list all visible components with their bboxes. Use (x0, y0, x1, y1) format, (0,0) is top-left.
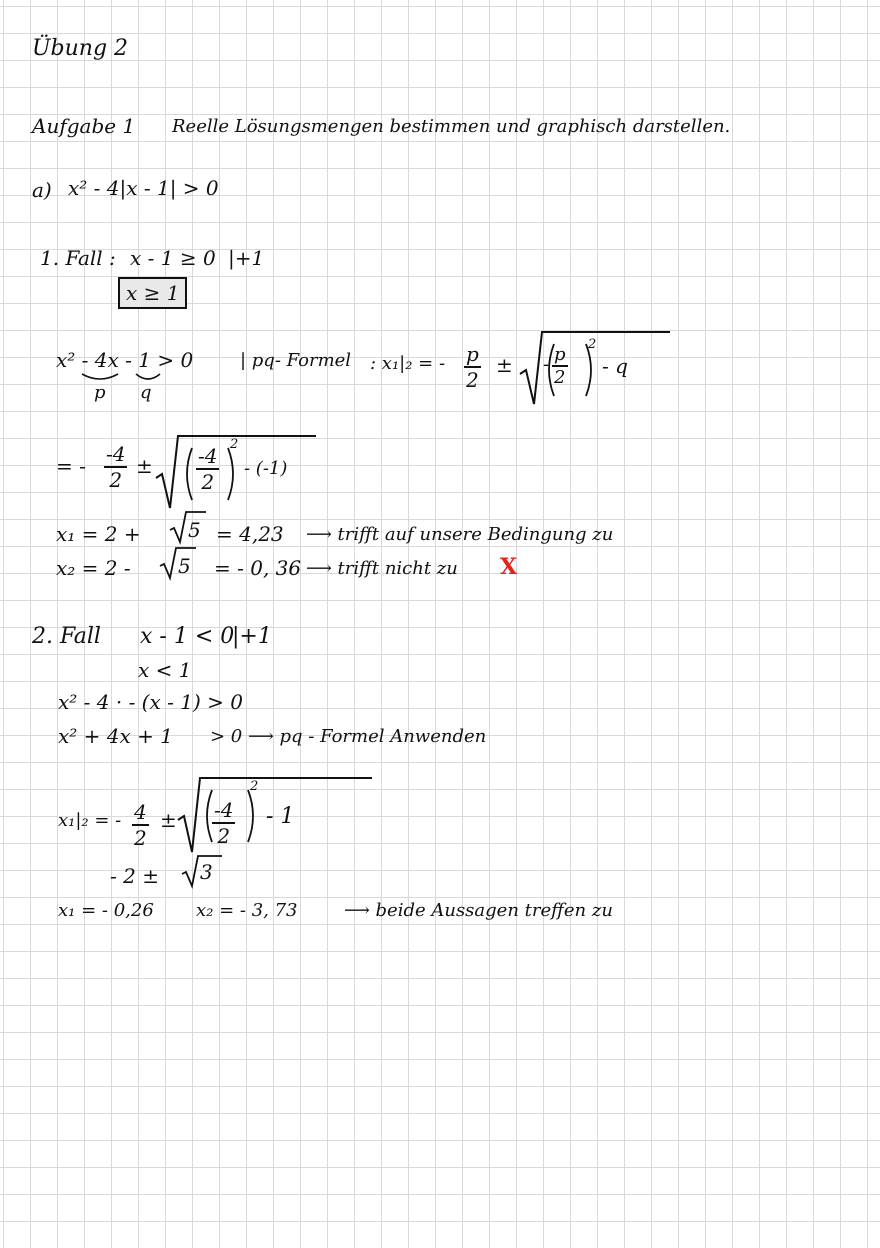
sqrt5-value-1: 5 (188, 518, 201, 542)
case2-x2: x₂ = - 3, 73 (196, 900, 298, 921)
sqrt3-value: 3 (200, 860, 213, 884)
step-lhs: = - (56, 454, 86, 478)
under-p-label: p (94, 382, 106, 403)
step-plus-minus: ± (136, 454, 153, 478)
case2-heading: 2. Fall (32, 624, 101, 649)
step-square-exponent: 2 (230, 437, 239, 452)
inner-fraction-p-over-2: $\frac{p}{2}$ (554, 344, 566, 388)
case2-line1: x² - 4 · - (x - 1) > 0 (58, 690, 243, 714)
page-title: Übung 2 (32, 36, 129, 61)
case1-equation: x² - 4x - 1 > 0 (56, 348, 194, 372)
part-label: a) (32, 178, 52, 202)
case1-operation: |+1 (228, 246, 265, 270)
minus-sign: - (543, 354, 550, 375)
case2-fraction-4-over-2: $\frac{4}{2}$ (134, 800, 147, 850)
case1-x1-note: ⟶ trifft auf unsere Bedingung zu (306, 524, 614, 545)
case1-heading: 1. Fall : (40, 246, 116, 270)
case2-plus-minus: ± (160, 808, 177, 832)
case2-result: x < 1 (138, 658, 192, 682)
case2-condition: x - 1 < 0 (140, 624, 235, 649)
under-q-label: q (140, 382, 152, 403)
step-fraction-neg4-over-2: $\frac{-4}{2}$ (106, 442, 126, 492)
case1-x2-note: ⟶ trifft nicht zu (306, 558, 458, 579)
pq-formula-lhs: : x₁|₂ = - (370, 353, 446, 374)
case2-line2-rest: > 0 ⟶ pq - Formel Anwenden (210, 726, 487, 747)
case1-x1-value: = 4,23 (216, 522, 284, 546)
step-minus-neg1: - (-1) (244, 458, 288, 479)
task-label: Aufgabe 1 (32, 114, 136, 138)
case1-x2-lhs: x₂ = 2 - (56, 556, 131, 580)
task-description: Reelle Lösungsmengen bestimmen und graphisch darstellen. (172, 116, 731, 137)
case2-step: - 2 ± (110, 864, 159, 888)
pq-fraction-p-over-2: $\frac{p}{2}$ (466, 342, 479, 392)
square-exponent: 2 (588, 337, 597, 352)
case2-square-exponent: 2 (250, 779, 259, 794)
step-inner-fraction: $\frac{-4}{2}$ (198, 444, 218, 494)
case2-operation: |+1 (232, 624, 272, 649)
plus-minus: ± (496, 353, 513, 377)
case1-boxed-result: x ≥ 1 (118, 277, 187, 309)
case1-condition: x - 1 ≥ 0 (130, 246, 216, 270)
case2-x12-lhs: x₁|₂ = - (58, 810, 122, 831)
case2-note: ⟶ beide Aussagen treffen zu (344, 900, 613, 921)
minus-q: - q (602, 354, 628, 378)
red-cross-mark: X (500, 554, 518, 580)
inequality: x² - 4|x - 1| > 0 (68, 176, 219, 200)
sqrt5-value-2: 5 (178, 554, 191, 578)
case1-x1-lhs: x₁ = 2 + (56, 522, 141, 546)
case2-x1: x₁ = - 0,26 (58, 900, 154, 921)
pq-label: | pq- Formel (240, 350, 352, 371)
case2-minus-1: - 1 (266, 804, 295, 829)
case1-x2-value: = - 0, 36 (214, 556, 302, 580)
case2-line2: x² + 4x + 1 (58, 724, 173, 748)
case2-inner-fraction: $\frac{-4}{2}$ (214, 798, 234, 848)
